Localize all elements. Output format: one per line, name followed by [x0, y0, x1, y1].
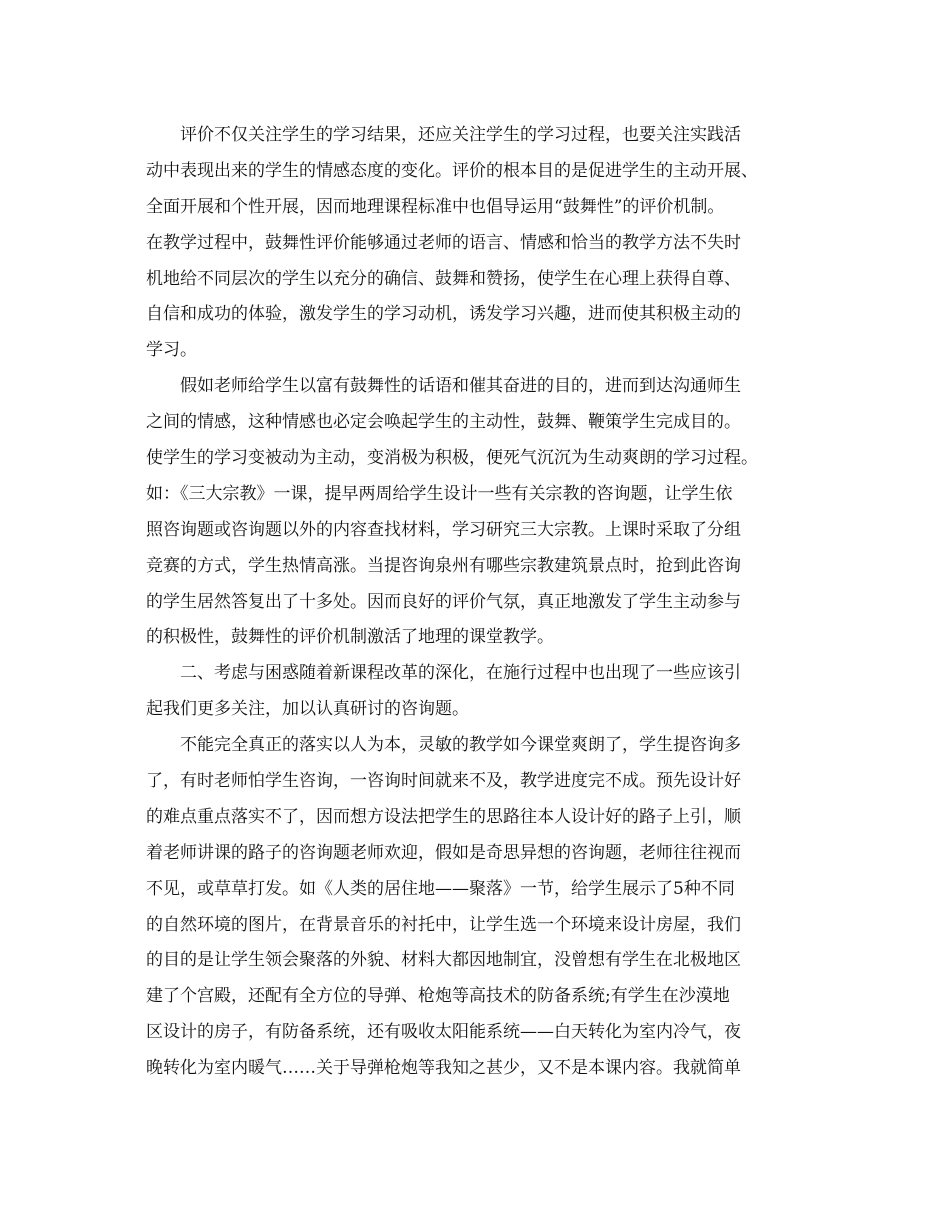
- text-line: 的学生居然答复出了十多处。因而良好的评价气氛，真正地激发了学生主动参与: [146, 591, 741, 612]
- text-line: 评价不仅关注学生的学习结果，还应关注学生的学习过程，也要关注实践活: [146, 125, 741, 145]
- text-line: 的积极性，鼓舞性的评价机制激活了地理的课堂教学。: [146, 627, 554, 648]
- text-line: 起我们更多关注，加以认真研讨的咨询题。: [146, 699, 469, 720]
- text-line: 的难点重点落实不了，因而想方设法把学生的思路往本人设计好的路子上引，顺: [146, 806, 741, 827]
- text-line: 晚转化为室内暖气……关于导弹枪炮等我知之甚少，又不是本课内容。我就简单: [146, 1058, 741, 1079]
- text-line: 之间的情感，这种情感也必定会唤起学生的主动性，鼓舞、鞭策学生完成目的。: [146, 412, 741, 433]
- text-line: 的目的是让学生领会聚落的外貌、材料大都因地制宜，没曾想有学生在北极地区: [146, 950, 741, 971]
- text-line: 不见，或草草打发。如《人类的居住地——聚落》一节，给学生展示了5种不同: [146, 878, 735, 899]
- text-line: 动中表现出来的学生的情感态度的变化。评价的根本目的是促进学生的主动开展、: [146, 160, 758, 181]
- text-line: 使学生的学习变被动为主动，变消极为积极，便死气沉沉为生动爽朗的学习过程。: [146, 448, 758, 469]
- text-line: 着老师讲课的路子的咨询题老师欢迎，假如是奇思异想的咨询题，老师往往视而: [146, 842, 741, 863]
- text-line: 在教学过程中，鼓舞性评价能够通过老师的语言、情感和恰当的教学方法不失时: [146, 232, 741, 253]
- text-line: 自信和成功的体验，激发学生的学习动机，诱发学习兴趣，进而使其积极主动的: [146, 304, 741, 325]
- text-line: 不能完全真正的落实以人为本，灵敏的教学如今课堂爽朗了，学生提咨询多: [146, 735, 741, 756]
- text-line: 竞赛的方式，学生热情高涨。当提咨询泉州有哪些宗教建筑景点时，抢到此咨询: [146, 555, 741, 576]
- text-line: 全面开展和个性开展，因而地理课程标准中也倡导运用“鼓舞性”的评价机制。: [146, 196, 725, 217]
- text-line: 如：《三大宗教》一课，提早两周给学生设计一些有关宗教的咨询题，让学生依: [146, 483, 733, 504]
- text-line: 照咨询题或咨询题以外的内容查找材料，学习研究三大宗教。上课时采取了分组: [146, 519, 741, 540]
- text-line: 机地给不同层次的学生以充分的确信、鼓舞和赞扬，使学生在心理上获得自尊、: [146, 268, 741, 289]
- text-line: 的自然环境的图片，在背景音乐的衬托中，让学生选一个环境来设计房屋，我们: [146, 914, 741, 935]
- text-line: 学习。: [146, 340, 197, 361]
- text-line: 区设计的房子，有防备系统，还有吸收太阳能系统——白天转化为室内冷气，夜: [146, 1022, 741, 1043]
- document-body: [146, 118, 814, 1087]
- text-line: 二、考虑与困惑随着新课程改革的深化，在施行过程中也出现了一些应该引: [146, 663, 741, 684]
- text-line: 了，有时老师怕学生咨询，一咨询时间就来不及，教学进度完不成。预先设计好: [146, 771, 741, 792]
- text-line: 假如老师给学生以富有鼓舞性的话语和催其奋进的目的，进而到达沟通师生: [146, 376, 741, 397]
- text-line: 建了个宫殿，还配有全方位的导弹、枪炮等高技术的防备系统;有学生在沙漠地: [146, 986, 730, 1007]
